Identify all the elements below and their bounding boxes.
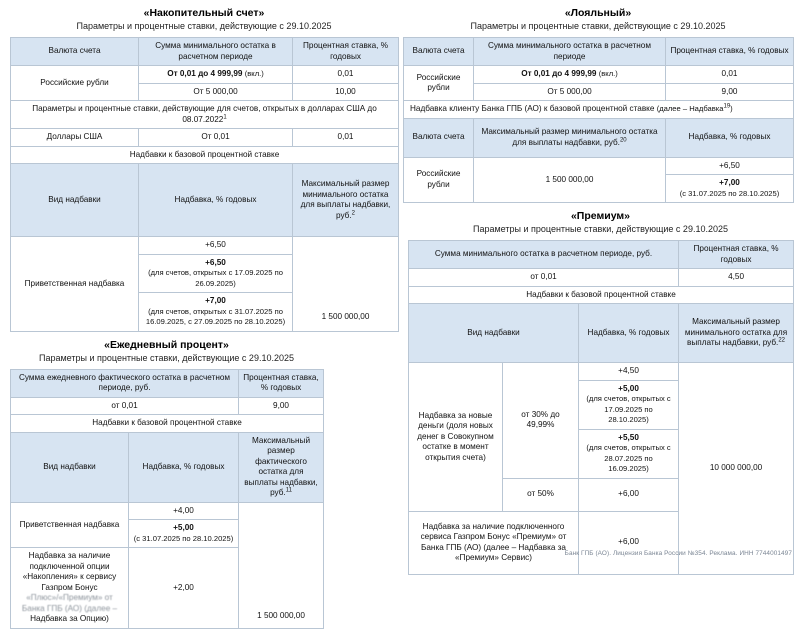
table-row xyxy=(11,502,324,520)
cell-rate: 0,01 xyxy=(293,66,399,84)
option-line-2: подключенной опции xyxy=(29,561,110,571)
welcome-note: (с 31.07.2025 по 28.10.2025) xyxy=(133,533,234,543)
left-column xyxy=(10,0,398,629)
usd-band-row xyxy=(11,101,399,129)
cell-tier-2: от 50% xyxy=(503,478,579,511)
header-kind: Вид надбавки xyxy=(11,432,129,502)
table-row xyxy=(11,397,324,415)
cell-currency-usd: Доллары США xyxy=(11,129,139,147)
welcome-note: (для счетов, открытых с 17.09.2025 по 26.09.2025) xyxy=(148,268,283,288)
header-rate: Процентная ставка, % годовых xyxy=(679,241,794,269)
header-rate: Процентная ставка, % годовых xyxy=(239,369,324,397)
table-header-row xyxy=(409,241,794,269)
welcome-value: +7,00 xyxy=(205,296,226,305)
header-min-balance: Сумма минимального остатка в расчетном периоде xyxy=(139,38,293,66)
tier-note: (для счетов, открытых с 28.07.2025 по 16.09.2025) xyxy=(586,443,671,473)
header-surcharge-value: Надбавка, % годовых xyxy=(139,164,293,237)
daily-subtitle: Параметры и процентные ставки, действующие с 29.10.2025 xyxy=(39,352,294,363)
cell-balance: от 0,01 xyxy=(409,269,679,287)
option-line-redacted-1: «Плюс»/«Премиум» от xyxy=(26,593,113,602)
range-note: (вкл.) xyxy=(598,69,618,78)
savings-title: «Накопительный счет» xyxy=(143,7,265,19)
cell-max-amount: 1 500 000,00 xyxy=(293,237,399,332)
cell-welcome-value xyxy=(129,520,239,548)
header-max-balance xyxy=(239,432,324,502)
header-max-balance-text: Максимальный размер минимального остатка для выплаты надбавки, руб. xyxy=(300,179,391,220)
cell-range xyxy=(474,66,666,84)
range-value: От 0,01 до 4 999,99 xyxy=(167,69,243,78)
option-line-redacted-2: Банка ГПБ (АО) (далее – xyxy=(21,603,118,613)
savings-subtitle: Параметры и процентные ставки, действующие с 29.10.2025 xyxy=(76,21,332,31)
client-surcharge-band xyxy=(404,101,794,119)
cell-welcome-value: +6,50 xyxy=(139,237,293,255)
header-max-balance-text: Максимальный размер минимального остатка для выплаты надбавки, руб. xyxy=(481,127,658,147)
cell-currency-rub: Российские рубли xyxy=(11,66,139,101)
cell-range xyxy=(139,66,293,84)
welcome-note: (для счетов, открытых с 31.07.2025 по 16.09.2025, с 27.09.2025 по 28.10.2025) xyxy=(145,306,286,326)
cell-range: От 5 000,00 xyxy=(474,83,666,101)
surcharge-value: +7,00 xyxy=(719,178,740,187)
surcharge-band: Надбавки к базовой процентной ставке xyxy=(11,146,399,164)
cell-daily-rate: 9,00 xyxy=(239,397,324,415)
cell-rate: 9,00 xyxy=(666,83,794,101)
surcharge-band-row xyxy=(11,146,399,164)
sub-header-row xyxy=(404,118,794,157)
client-band-text: Надбавка клиенту Банка ГПБ (АО) к базовой процентной ставке xyxy=(410,104,655,113)
table-row xyxy=(11,129,399,147)
cell-currency-rub: Российские рубли xyxy=(404,157,474,203)
cell-tier-1: от 30% до 49,99% xyxy=(503,363,579,479)
surcharge-band: Надбавки к базовой процентной ставке xyxy=(409,286,794,304)
option-line-4: Газпром Бонус xyxy=(41,582,98,592)
premium-account-block xyxy=(408,203,793,575)
header-min-balance: Сумма минимального остатка в расчетном периоде, руб. xyxy=(409,241,679,269)
header-max-sup: 20 xyxy=(619,136,627,143)
premium-title: «Премиум» xyxy=(570,210,631,222)
client-band-note-end: ) xyxy=(730,104,733,113)
header-rate: Процентная ставка, % годовых xyxy=(666,38,794,66)
header-daily-balance: Сумма ежедневного фактического остатка в расчетном периоде, руб. xyxy=(11,369,239,397)
cell-welcome-value xyxy=(139,254,293,293)
cell-option-value: +2,00 xyxy=(129,548,239,629)
cell-tier-1-value: +4,50 xyxy=(579,363,679,381)
header-currency: Валюта счета xyxy=(404,38,474,66)
cell-rate: 0,01 xyxy=(293,129,399,147)
tier-value: +5,00 xyxy=(618,383,639,393)
cell-welcome-value xyxy=(139,293,293,332)
option-line-3: «Накопления» к сервису xyxy=(22,572,117,581)
usd-band-sup: 1 xyxy=(223,113,227,120)
savings-account-block xyxy=(10,0,398,332)
client-band-row xyxy=(404,101,794,119)
daily-main-table xyxy=(10,369,324,629)
surcharge-header-row xyxy=(11,432,324,502)
header-max-balance-text: Максимальный размер минимального остатка для выплаты надбавки, руб. xyxy=(684,317,788,348)
right-column xyxy=(403,0,793,575)
header-surcharge-value: Надбавка, % годовых xyxy=(666,118,794,157)
cell-surcharge-value: +6,50 xyxy=(666,157,794,175)
cell-surcharge-value xyxy=(666,175,794,203)
table-row xyxy=(409,363,794,381)
header-surcharge-value: Надбавка, % годовых xyxy=(579,304,679,363)
tier-value: +5,50 xyxy=(618,432,639,442)
loyal-account-block xyxy=(403,0,793,203)
cell-rate: 10,00 xyxy=(293,83,399,101)
cell-welcome-label: Приветственная надбавка xyxy=(11,502,129,548)
table-header-row xyxy=(11,38,399,66)
header-max-sup: 22 xyxy=(778,337,786,344)
usd-band-text: Параметры и процентные ставки, действующие для счетов, открытых в долларах США до 08.07.2022 xyxy=(32,104,377,124)
table-row xyxy=(11,237,399,255)
table-row xyxy=(11,66,399,84)
header-kind: Вид надбавки xyxy=(11,164,139,237)
table-header-row xyxy=(404,38,794,66)
daily-interest-block xyxy=(10,332,323,629)
daily-title: «Ежедневный процент» xyxy=(104,338,229,351)
usd-band xyxy=(11,101,399,129)
loyal-main-table xyxy=(403,37,794,203)
welcome-value: +6,50 xyxy=(205,257,226,267)
header-max-balance-text: Максимальный размер фактического остатка для выплаты надбавки, руб. xyxy=(244,435,318,497)
cell-max-amount: 10 000 000,00 xyxy=(679,363,794,575)
cell-tier-1-value xyxy=(579,429,679,478)
cell-max-amount: 1 500 000,00 xyxy=(239,502,324,628)
loyal-title: «Лояльный» xyxy=(564,7,632,19)
cell-rate: 0,01 xyxy=(666,66,794,84)
header-rate: Процентная ставка, % годовых xyxy=(293,38,399,66)
surcharge-band: Надбавки к базовой процентной ставке xyxy=(11,415,324,433)
cell-new-money-label: Надбавка за новые деньги (доля новых денег в Совокупном остатке в момент открытия счета) xyxy=(409,363,503,512)
cell-range: От 0,01 xyxy=(139,129,293,147)
cell-service-label: Надбавка за наличие подключенного сервиса Газпром Бонус «Премиум» от Банка ГПБ (АО) (далее – Надбавка за «Премиум» Сервис) xyxy=(409,511,579,574)
table-header-row xyxy=(11,369,324,397)
header-max-balance xyxy=(293,164,399,237)
header-max-sup: 11 xyxy=(285,487,292,494)
legal-footer: Банк ГПБ (АО). Лицензия Банка России №354. Реклама. ИНН 7744001497 xyxy=(564,550,792,557)
surcharge-note: (с 31.07.2025 по 28.10.2025) xyxy=(679,188,780,198)
table-row xyxy=(409,269,794,287)
range-value: От 0,01 до 4 999,99 xyxy=(521,69,597,78)
cell-currency-rub: Российские рубли xyxy=(404,66,474,101)
premium-subtitle: Параметры и процентные ставки, действующие с 29.10.2025 xyxy=(473,224,728,234)
header-max-balance xyxy=(474,118,666,157)
cell-range: От 5 000,00 xyxy=(139,83,293,101)
option-line-1: Надбавка за наличие xyxy=(28,551,111,560)
header-min-balance: Сумма минимального остатка в расчетном периоде xyxy=(474,38,666,66)
header-max-balance xyxy=(679,304,794,363)
cell-welcome-value: +4,00 xyxy=(129,502,239,520)
cell-tier-2-value: +6,00 xyxy=(579,478,679,511)
savings-main-table xyxy=(10,37,399,332)
option-line-tail: Надбавка за Опцию) xyxy=(30,614,109,623)
welcome-value: +5,00 xyxy=(173,523,194,532)
cell-rate: 4,50 xyxy=(679,269,794,287)
premium-main-table xyxy=(408,240,794,575)
range-note: (вкл.) xyxy=(244,69,264,78)
client-band-note: (далее – Надбавка xyxy=(656,104,724,113)
cell-welcome-label: Приветственная надбавка xyxy=(11,237,139,332)
cell-max-amount: 1 500 000,00 xyxy=(474,157,666,203)
header-kind: Вид надбавки xyxy=(409,304,579,363)
cell-tier-1-value xyxy=(579,380,679,429)
header-max-sup: 2 xyxy=(351,209,355,216)
cell-option-label xyxy=(11,548,129,629)
table-row xyxy=(404,66,794,84)
table-row xyxy=(404,157,794,175)
tier-note: (для счетов, открытых с 17.09.2025 по 28.10.2025) xyxy=(586,394,671,424)
header-currency: Валюта счета xyxy=(11,38,139,66)
cell-service-value: +6,00 xyxy=(579,511,679,574)
cell-daily-balance: от 0,01 xyxy=(11,397,239,415)
surcharge-header-row xyxy=(409,304,794,363)
header-surcharge-value: Надбавка, % годовых xyxy=(129,432,239,502)
header-currency: Валюта счета xyxy=(404,118,474,157)
surcharge-band-row xyxy=(409,286,794,304)
surcharge-header-row xyxy=(11,164,399,237)
client-band-sup: 19 xyxy=(723,103,731,110)
loyal-subtitle: Параметры и процентные ставки, действующие с 29.10.2025 xyxy=(470,21,726,31)
surcharge-band-row xyxy=(11,415,324,433)
